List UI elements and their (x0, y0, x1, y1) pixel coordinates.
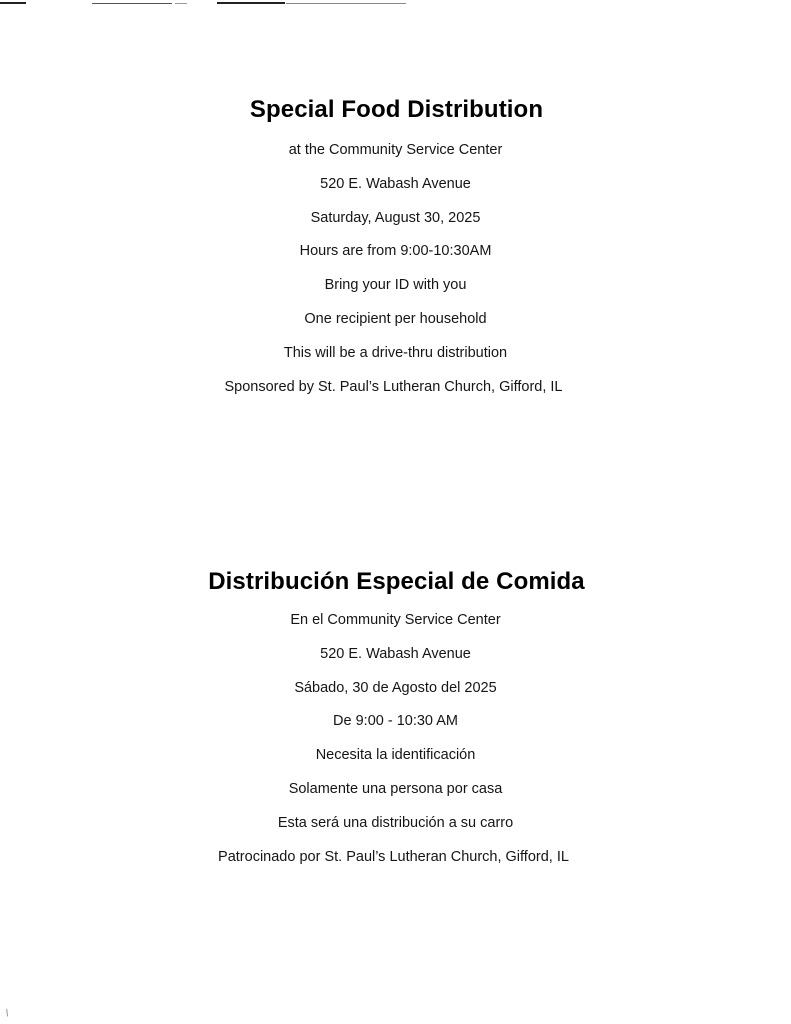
english-title: Special Food Distribution (249, 96, 544, 123)
scan-artifact-line (175, 3, 187, 4)
scan-artifact-line (0, 2, 26, 4)
spanish-date-line: Sábado, 30 de Agosto del 2025 (294, 679, 497, 696)
english-date-line: Saturday, August 30, 2025 (310, 209, 481, 226)
english-details (0, 134, 791, 404)
spanish-id-line: Necesita la identificación (315, 747, 476, 764)
english-hours-line: Hours are from 9:00-10:30AM (299, 243, 492, 260)
english-recipient-line: One recipient per household (304, 310, 487, 327)
scan-artifact-mark: / (4, 1007, 11, 1020)
english-announcement (0, 92, 791, 404)
spanish-details (0, 604, 791, 874)
english-id-line: Bring your ID with you (324, 277, 467, 294)
spanish-drive-thru-line: Esta será una distribución a su carro (277, 814, 514, 831)
spanish-announcement (0, 564, 791, 874)
english-address-line: 520 E. Wabash Avenue (320, 175, 471, 192)
spanish-title: Distribución Especial de Comida (208, 568, 585, 595)
english-sponsor-line: Sponsored by St. Paul’s Lutheran Church, Gifford, IL (224, 378, 563, 395)
english-drive-thru-line: This will be a drive-thru distribution (283, 344, 508, 361)
english-location-line: at the Community Service Center (288, 142, 503, 158)
spanish-location-line: En el Community Service Center (290, 612, 501, 628)
scan-artifact-line (92, 3, 172, 4)
scan-artifact-line (286, 3, 406, 4)
scan-artifact-line (217, 2, 285, 4)
spanish-sponsor-line: Patrocinado por St. Paul’s Lutheran Church, Gifford, IL (218, 848, 569, 865)
spanish-address-line: 520 E. Wabash Avenue (320, 645, 471, 662)
spanish-hours-line: De 9:00 - 10:30 AM (333, 713, 458, 730)
spanish-recipient-line: Solamente una persona por casa (288, 780, 503, 797)
